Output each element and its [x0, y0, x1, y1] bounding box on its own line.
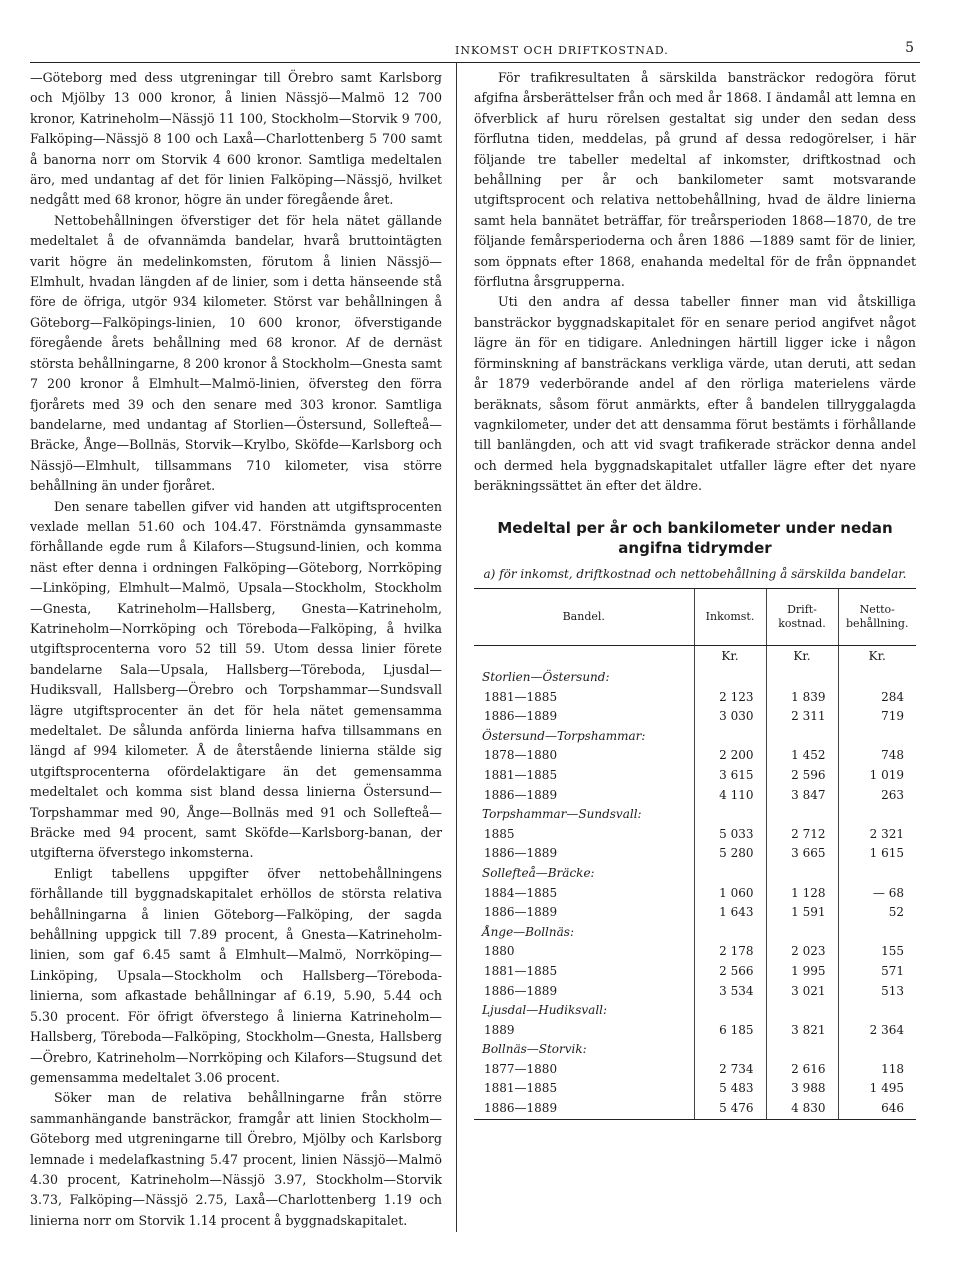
value-cell: 1 839	[766, 688, 838, 708]
route-name: Ånge—Bollnäs:	[482, 924, 574, 939]
route-name: Torpshammar—Sundsvall:	[482, 807, 642, 822]
route-name: Östersund—Torpshammar:	[482, 728, 646, 743]
period-cell: 1889	[484, 1022, 515, 1037]
empty-cell	[694, 668, 766, 688]
table-row	[474, 766, 916, 786]
running-title: INKOMST OCH DRIFTKOSTNAD.	[455, 44, 669, 57]
value-cell: 3 847	[766, 786, 838, 806]
empty-cell	[766, 805, 838, 825]
value-cell: 1 060	[694, 884, 766, 904]
right-column	[474, 68, 916, 497]
period-cell: 1877—1880	[484, 1061, 558, 1076]
empty-cell	[838, 864, 916, 884]
empty-cell	[766, 864, 838, 884]
table-row	[474, 962, 916, 982]
table-row	[474, 1060, 916, 1080]
table-row	[474, 825, 916, 845]
value-cell: 2 364	[838, 1021, 916, 1041]
table-group-row	[474, 864, 916, 884]
table-row	[474, 746, 916, 766]
paragraph: Söker man de relativa behållningarne från större sammanhängande bansträckor, framgår att linien Stockholm—Göteborg med utgreningarne till Örebro, Mjölby och Karlsborg lemnade i medelafkastning 5.47 procent, linien Nässjö—Malmö 4.30 procent, Katrineholm—Nässjö 3.97, Stockholm—Storvik 3.73, Falköping—Nässjö 2.75, Laxå—Charlottenberg 1.19 och linierna norr om Storvik 1.14 procent å byggnadskapitalet.	[30, 1090, 442, 1228]
empty-cell	[694, 1001, 766, 1021]
period-cell: 1881—1885	[484, 767, 558, 782]
value-cell: 5 476	[694, 1099, 766, 1119]
table-row	[474, 1021, 916, 1041]
value-cell: 1 128	[766, 884, 838, 904]
value-cell: 571	[838, 962, 916, 982]
value-cell: 1 591	[766, 903, 838, 923]
value-cell: 5 483	[694, 1079, 766, 1099]
value-cell: 155	[838, 942, 916, 962]
unit-cell	[474, 646, 694, 669]
value-cell: 3 821	[766, 1021, 838, 1041]
value-cell: 3 615	[694, 766, 766, 786]
value-cell: 52	[838, 903, 916, 923]
table-group-row	[474, 668, 916, 688]
value-cell: — 68	[838, 884, 916, 904]
empty-cell	[766, 668, 838, 688]
value-cell: 2 712	[766, 825, 838, 845]
empty-cell	[838, 727, 916, 747]
empty-cell	[766, 1040, 838, 1060]
empty-cell	[838, 805, 916, 825]
column-header-nettobehallning: Netto-behållning.	[838, 589, 916, 646]
value-cell: 2 178	[694, 942, 766, 962]
page-number: 5	[905, 40, 915, 56]
value-cell: 1 643	[694, 903, 766, 923]
value-cell: 2 321	[838, 825, 916, 845]
table-row	[474, 1079, 916, 1099]
section-title: Medeltal per år och bankilometer under nedan angifna tidrymder	[497, 519, 893, 557]
period-cell: 1886—1889	[484, 709, 558, 724]
table-row	[474, 688, 916, 708]
route-name: Bollnäs—Storvik:	[482, 1042, 587, 1057]
table-row	[474, 884, 916, 904]
value-cell: 2 123	[694, 688, 766, 708]
unit-cell: Kr.	[838, 646, 916, 669]
value-cell: 4 830	[766, 1099, 838, 1119]
empty-cell	[838, 1040, 916, 1060]
empty-cell	[694, 923, 766, 943]
value-cell: 3 030	[694, 707, 766, 727]
table-group-row	[474, 1040, 916, 1060]
paragraph: Enligt tabellens uppgifter öfver nettobehållningens förhållande till byggnadskapitalet erhöllos de största relativa behållningarna å linien Göteborg—Falköping, der sagda behållning uppgick till 7.89 procent, å Gnesta—Katrineholm-linien, som gaf 6.45 samt å Elmhult—Malmö, Norrköping—Linköping, Upsala—Stockholm och Hallsberg—Töreboda-linierna, som afkastade behållningar af 6.19, 5.90, 5.44 och 5.30 procent. För öfrigt öfverstego å linierna Katrineholm—Hallsberg, Töreboda—Falköping, Stockholm—Gnesta, Hallsberg—Örebro, Katrineholm—Norrköping och Kilafors—Stugsund det gemensamma medeltalet 3.06 procent.	[30, 865, 442, 1085]
table-group-row	[474, 1001, 916, 1021]
value-cell: 719	[838, 707, 916, 727]
value-cell: 2 023	[766, 942, 838, 962]
value-cell: 748	[838, 746, 916, 766]
empty-cell	[766, 1001, 838, 1021]
table-group-row	[474, 923, 916, 943]
table-row	[474, 786, 916, 806]
period-cell: 1884—1885	[484, 885, 558, 900]
value-cell: 3 021	[766, 982, 838, 1002]
value-cell: 3 534	[694, 982, 766, 1002]
value-cell: 2 616	[766, 1060, 838, 1080]
value-cell: 4 110	[694, 786, 766, 806]
left-column	[30, 68, 442, 1231]
value-cell: 2 311	[766, 707, 838, 727]
value-cell: 5 033	[694, 825, 766, 845]
value-cell: 2 566	[694, 962, 766, 982]
value-cell: 6 185	[694, 1021, 766, 1041]
empty-cell	[694, 727, 766, 747]
paragraph: Uti den andra af dessa tabeller finner man vid åtskilliga bansträckor byggnadskapitalet för en senare period angifvet något lägre än för en tidigare. Anledningen härtill ligger icke i någon förminskning af bansträckans verkliga värde, utan deruti, att sedan år 1879 vederbörande andel af den rörliga materielens värde beräknats, såsom förut anmärkts, efter å bandelen tillryggalagda vagnkilometer, under det att densamma förut bestämts i förhållande till banlängden, och att vid svagt trafikerade sträckor denna andel och dermed hela byggnadskapitalet utfaller lägre efter det nyare beräkningssättet än efter det äldre.	[474, 294, 916, 494]
value-cell: 3 988	[766, 1079, 838, 1099]
table-group-row	[474, 805, 916, 825]
value-cell: 3 665	[766, 844, 838, 864]
table-body	[474, 646, 916, 1120]
route-name: Sollefteå—Bräcke:	[482, 865, 595, 880]
empty-cell	[694, 805, 766, 825]
period-cell: 1885	[484, 826, 515, 841]
data-table	[474, 588, 916, 1120]
empty-cell	[838, 1001, 916, 1021]
column-header-bandel: Bandel.	[474, 589, 694, 646]
column-divider	[456, 62, 457, 1232]
header-rule	[30, 62, 920, 63]
value-cell: 5 280	[694, 844, 766, 864]
period-cell: 1886—1889	[474, 1099, 694, 1119]
period-cell: 1878—1880	[484, 748, 558, 763]
period-cell: 1886—1889	[484, 787, 558, 802]
units-row	[474, 646, 916, 669]
table-header-row	[474, 589, 916, 646]
paragraph: Nettobehållningen öfverstiger det för hela nätet gällande medeltalet å de ofvannämda bandelar, hvarå bruttointägten varit högre än medelinkomsten, förutom å linien Nässjö—Elmhult, hvadan längden af de linier, som i detta hänseende stå före de öfriga, utgör 934 kilometer. Störst var behållningen å Göteborg—Falköpings-linien, 10 600 kronor, öfverstigande föregående årets behållning med 68 kronor. Af de dernäst största behållningarne, 8 200 kronor å Stockholm—Gnesta samt 7 200 kronor å Elmhult—Malmö-linien, öfversteg den förra fjorårets med 39 och den senare med 303 kronor. Samtliga bandelarne, med undantag af Storlien—Östersund, Sollefteå—Bräcke, Ånge—Bollnäs, Storvik—Krylbo, Sköfde—Karlsborg och Nässjö—Elmhult, tillsammans 710 kilometer, visa större behållning än under fjoråret.	[30, 212, 442, 494]
value-cell: 1 452	[766, 746, 838, 766]
value-cell: 1 495	[838, 1079, 916, 1099]
paragraph: —Göteborg med dess utgreningar till Örebro samt Karlsborg och Mjölby 13 000 kronor, å linien Nässjö—Malmö 12 700 kronor, Katrineholm—Nässjö 11 100, Stockholm—Storvik 9 700, Falköping—Nässjö 8 100 och Laxå—Charlottenberg 5 700 samt å banorna norr om Storvik 4 600 kronor. Samtliga medeltalen äro, med undantag af det för linien Falköping—Nässjö, hvilket nedgått med 68 kronor, högre än under föregående året.	[30, 70, 442, 208]
value-cell: 1 615	[838, 844, 916, 864]
column-header-inkomst: Inkomst.	[694, 589, 766, 646]
empty-cell	[838, 923, 916, 943]
route-name: Storlien—Östersund:	[482, 670, 610, 684]
running-header	[455, 40, 915, 60]
value-cell: 2 200	[694, 746, 766, 766]
table-row	[474, 844, 916, 864]
period-cell: 1881—1885	[484, 963, 558, 978]
value-cell: 2 596	[766, 766, 838, 786]
period-cell: 1881—1885	[484, 1081, 558, 1096]
period-cell: 1886—1889	[484, 983, 558, 998]
table-row	[474, 707, 916, 727]
value-cell: 118	[838, 1060, 916, 1080]
period-cell: 1886—1889	[484, 905, 558, 920]
paragraph: För trafikresultaten å särskilda bansträckor redogöra förut afgifna årsberättelser från och med år 1868. I ändamål att lemna en öfverblick af huru rörelsen gestaltat sig under den sedan dess förflutna tiden, meddelas, på grund af dessa redogörelser, i här följande tre tabeller medeltal af inkomster, driftkostnad och behållning per år och bankilometer samt motsvarande utgiftsprocent och relativa nettobehållning, hvad de äldre linierna samt hela bannätet beträffar, för treårsperioden 1868—1870, de tre följande femårsperioderna och åren 1886 —1889 samt för de linier, som öppnats efter 1868, enahanda medeltal för de från öppnandet förflutna årsgrupperna.	[474, 70, 916, 290]
empty-cell	[766, 727, 838, 747]
value-cell: 263	[838, 786, 916, 806]
table-row	[474, 903, 916, 923]
period-cell: 1886—1889	[484, 846, 558, 861]
table-group-row	[474, 727, 916, 747]
period-cell: 1881—1885	[484, 689, 558, 704]
value-cell: 2 734	[694, 1060, 766, 1080]
value-cell: 513	[838, 982, 916, 1002]
route-name: Ljusdal—Hudiksvall:	[482, 1003, 608, 1018]
empty-cell	[838, 668, 916, 688]
empty-cell	[694, 864, 766, 884]
period-cell: 1880	[484, 944, 515, 959]
paragraph: Den senare tabellen gifver vid handen att utgiftsprocenten vexlade mellan 51.60 och 104.47. Förstnämda gynsammaste förhållande egde rum å Kilafors—Stugsund-linien, och komma näst efter denna i ordningen Falköping—Göteborg, Norrköping —Linköping, Elmhult—Malmö, Upsala—Stockholm, Stockholm —Gnesta, Katrineholm—Hallsberg, Gnesta—Katrineholm, Katrineholm—Norrköping och Töreboda—Falköping, å hvilka utgiftsprocenterna voro 52 till 59. Utom dessa linier förete bandelarne Sala—Upsala, Hallsberg—Töreboda, Ljusdal—Hudiksvall, Hallsberg—Örebro och Torpshammar—Sundsvall lägre utgiftsprocenter än det för hela nätet gemensamma medeltalet. De sålunda anförda linierna hafva tillsammans en längd af 994 kilometer. Å de återstående linierna stälde sig utgiftsprocenterna ofördelaktigare än det gemensamma medeltalet och komma sist bland dessa linierna Östersund—Torpshammar med 90, Ånge—Bollnäs med 91 och Sollefteå—Bräcke med 94 procent, samt Sköfde—Karlsborg-banan, der utgifterna öfverstego inkomsterna.	[30, 498, 442, 861]
value-cell: 1 995	[766, 962, 838, 982]
value-cell: 1 019	[838, 766, 916, 786]
unit-cell: Kr.	[694, 646, 766, 669]
table-row	[474, 942, 916, 962]
section-subtitle: a) för inkomst, driftkostnad och nettobehållning å särskilda bandelar.	[483, 567, 907, 581]
value-cell: 284	[838, 688, 916, 708]
value-cell: 646	[838, 1099, 916, 1119]
unit-cell: Kr.	[766, 646, 838, 669]
table-row	[474, 982, 916, 1002]
empty-cell	[766, 923, 838, 943]
column-header-driftkostnad: Drift-kostnad.	[766, 589, 838, 646]
table-row	[474, 1099, 916, 1119]
empty-cell	[694, 1040, 766, 1060]
